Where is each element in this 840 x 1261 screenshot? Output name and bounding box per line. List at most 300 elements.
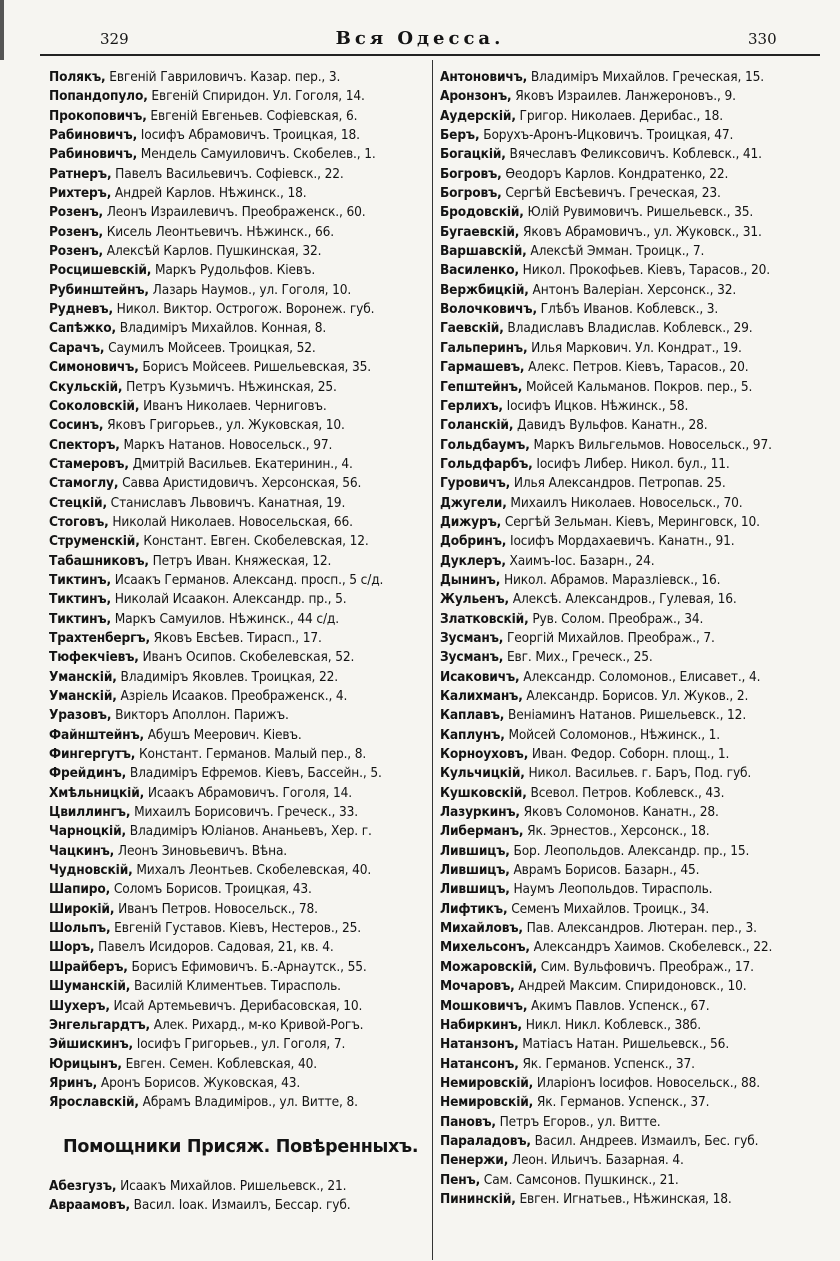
entry-surname: Добринъ, xyxy=(440,533,507,550)
directory-entry xyxy=(440,590,832,609)
entry-details: Яковъ Соломонов. Канатн., 28. xyxy=(519,804,719,821)
entry-details: Бор. Леопольдов. Александр. пр., 15. xyxy=(509,842,750,859)
directory-entry xyxy=(49,610,427,629)
entry-surname: Волочковичъ, xyxy=(440,301,537,318)
entry-surname: Симоновичъ, xyxy=(49,359,139,376)
entry-details: Алек. Рихард., м-ко Кривой-Рогъ. xyxy=(150,1016,364,1033)
entry-details: Никол. Виктор. Острогож. Воронеж. губ. xyxy=(112,301,375,318)
directory-entry xyxy=(49,397,427,416)
directory-entry xyxy=(440,784,832,803)
entry-surname: Мошковичъ, xyxy=(440,997,528,1014)
directory-entry xyxy=(440,822,832,841)
directory-entry xyxy=(440,629,832,648)
directory-entry xyxy=(440,919,832,938)
entry-details: Евгеній Гавриловичъ. Казар. пер., 3. xyxy=(105,69,341,85)
entry-details: Азріель Исааков. Преображенск., 4. xyxy=(116,688,348,704)
entry-surname: Сапѣжко, xyxy=(49,320,117,337)
entry-surname: Гармашевъ, xyxy=(440,359,525,376)
entry-details: Абушъ Меерович. Кіевъ. xyxy=(143,726,302,743)
entry-surname: Гальперинъ, xyxy=(440,339,528,356)
entry-surname: Рубинштейнъ, xyxy=(49,281,149,298)
directory-entry xyxy=(440,1190,832,1209)
entry-details: Як. Германов. Успенск., 37. xyxy=(518,1055,695,1072)
entry-details: Мойсей Кальманов. Покров. пер., 5. xyxy=(522,378,753,395)
entry-details: Іосифъ Абрамовичъ. Троицкая, 18. xyxy=(137,127,360,144)
directory-entry xyxy=(440,513,832,532)
directory-entry xyxy=(49,319,427,338)
entry-details: Дмитрій Васильев. Екатеринин., 4. xyxy=(128,455,353,472)
entry-surname: Лившицъ, xyxy=(440,842,510,859)
entry-surname: Кульчицкій, xyxy=(440,765,525,782)
directory-entry xyxy=(440,706,832,725)
directory-entry xyxy=(440,145,832,164)
entry-surname: Калихманъ, xyxy=(440,688,523,704)
entry-surname: Хмѣльницкій, xyxy=(49,784,145,801)
entry-surname: Уразовъ, xyxy=(49,707,112,724)
entry-surname: Фингергутъ, xyxy=(49,746,136,763)
entry-details: Акимъ Павлов. Успенск., 67. xyxy=(527,997,710,1014)
entry-details: Давидъ Вульфов. Канатн., 28. xyxy=(513,417,708,434)
entry-surname: Златковскій, xyxy=(440,610,529,627)
directory-entry xyxy=(49,126,427,145)
entry-details: Евгеній Густавов. Кіевъ, Нестеров., 25. xyxy=(110,920,362,937)
directory-entry xyxy=(49,822,427,841)
entry-surname: Попандопуло, xyxy=(49,88,148,105)
entry-details: Сам. Самсонов. Пушкинск., 21. xyxy=(480,1171,679,1188)
entry-details: Васил. Іоак. Измаилъ, Бессар. губ. xyxy=(129,1196,351,1213)
column-divider xyxy=(432,60,433,1260)
directory-entry xyxy=(49,726,427,745)
entry-surname: Каплавъ, xyxy=(440,707,505,724)
directory-entry xyxy=(49,745,427,764)
entry-surname: Натанзонъ, xyxy=(440,1036,519,1053)
entry-surname: Немировскій, xyxy=(440,1094,534,1111)
directory-entry xyxy=(49,281,427,300)
entry-surname: Лифтикъ, xyxy=(440,900,508,917)
entry-details: Илья Александров. Петропав. 25. xyxy=(510,475,726,492)
entry-details: Семенъ Михайлов. Троицк., 34. xyxy=(507,900,710,917)
directory-entry xyxy=(49,87,427,106)
directory-entry xyxy=(49,938,427,957)
directory-entry xyxy=(440,87,832,106)
entry-surname: Пановъ, xyxy=(440,1113,496,1130)
entry-details: Исаакъ Михайлов. Ришельевск., 21. xyxy=(116,1177,347,1194)
entry-details: Александр. Борисов. Ул. Жуков., 2. xyxy=(522,688,749,704)
entry-surname: Сарачъ, xyxy=(49,339,105,356)
entry-surname: Гепштейнъ, xyxy=(440,378,523,395)
entry-surname: Михайловъ, xyxy=(440,920,523,937)
entry-details: Владиміръ Михайлов. Конная, 8. xyxy=(116,320,327,337)
entry-surname: Рихтеръ, xyxy=(49,185,112,202)
entry-details: Леон. Ильичъ. Базарная. 4. xyxy=(508,1152,684,1169)
entry-details: Александръ Хаимов. Скобелевск., 22. xyxy=(529,939,773,956)
directory-entry xyxy=(440,203,832,222)
entry-details: Владиміръ Яковлев. Троицкая, 22. xyxy=(116,668,339,685)
entry-details: Владиміръ Юліанов. Ананьевъ, Хер. г. xyxy=(126,823,372,840)
entry-surname: Бугаевскій, xyxy=(440,223,520,240)
entry-surname: Шольпъ, xyxy=(49,920,111,937)
directory-entry xyxy=(49,1035,427,1054)
entry-details: Петръ Иван. Княжеская, 12. xyxy=(148,552,332,569)
directory-entry xyxy=(440,494,832,513)
entry-surname: Кушковскій, xyxy=(440,784,527,801)
directory-entry xyxy=(440,1055,832,1074)
directory-entry xyxy=(49,1196,427,1215)
entry-details: Яковъ Израилев. Ланжероновъ., 9. xyxy=(511,88,736,105)
entry-surname: Фрейдинъ, xyxy=(49,765,127,782)
entry-surname: Гуровичъ, xyxy=(440,475,511,492)
directory-entry xyxy=(440,938,832,957)
entry-surname: Чудновскій, xyxy=(49,862,133,879)
entry-details: Петръ Егоров., ул. Витте. xyxy=(495,1113,661,1130)
entry-details: Яковъ Евсѣев. Тирасп., 17. xyxy=(149,629,322,646)
directory-entry xyxy=(440,1132,832,1151)
entry-surname: Богровъ, xyxy=(440,165,502,182)
entry-details: Мойсей Соломонов., Нѣжинск., 1. xyxy=(504,726,721,743)
directory-entry xyxy=(440,378,832,397)
directory-entry xyxy=(440,281,832,300)
entry-details: Исаакъ Германов. Александ. просп., 5 с/д. xyxy=(110,571,384,588)
entry-details: Абрамъ Владиміров., ул. Витте, 8. xyxy=(138,1094,358,1111)
page-number-right: 330 xyxy=(748,30,777,48)
entry-details: Маркъ Самуилов. Нѣжинск., 44 с/д. xyxy=(110,610,339,627)
entry-surname: Абезгузъ, xyxy=(49,1177,117,1194)
entry-details: Георгій Михайлов. Преображ., 7. xyxy=(503,629,715,646)
directory-entry xyxy=(49,648,427,667)
entry-surname: Рабиновичъ, xyxy=(49,146,138,163)
directory-entry xyxy=(440,977,832,996)
entry-surname: Герлихъ, xyxy=(440,397,503,414)
entry-surname: Спекторъ, xyxy=(49,436,120,453)
entry-surname: Юрицынъ, xyxy=(49,1055,122,1072)
directory-entry xyxy=(49,494,427,513)
directory-entry xyxy=(440,436,832,455)
entry-surname: Гольдбаумъ, xyxy=(440,436,530,453)
directory-entry xyxy=(49,184,427,203)
directory-entry xyxy=(440,571,832,590)
directory-entry xyxy=(440,1171,832,1190)
entry-surname: Джугели, xyxy=(440,494,507,511)
directory-entry xyxy=(440,1113,832,1132)
directory-entry xyxy=(440,861,832,880)
entry-details: Алексѣ. Александров., Гулевая, 16. xyxy=(509,591,737,608)
directory-entry xyxy=(49,455,427,474)
entry-details: Маркъ Вильгельмов. Новосельск., 97. xyxy=(529,436,772,453)
entry-surname: Вержбицкій, xyxy=(440,281,529,298)
entry-surname: Авраамовъ, xyxy=(49,1196,130,1213)
entry-details: Алексѣй Карлов. Пушкинская, 32. xyxy=(103,243,322,260)
entry-surname: Набиркинъ, xyxy=(440,1016,523,1033)
directory-entry xyxy=(49,1177,427,1196)
entry-details: Григор. Николаев. Дерибас., 18. xyxy=(515,107,723,124)
entry-details: Евген. Игнатьев., Нѣжинская, 18. xyxy=(515,1190,732,1207)
entry-surname: Рабиновичъ, xyxy=(49,127,138,144)
entry-details: Евгеній Евгеньев. Софіевская, 6. xyxy=(146,107,358,124)
directory-entry xyxy=(440,358,832,377)
directory-entry xyxy=(440,1093,832,1112)
entry-details: Михалъ Леонтьев. Скобелевская, 40. xyxy=(132,862,372,879)
directory-entry xyxy=(440,610,832,629)
entry-surname: Антоновичъ, xyxy=(440,69,528,85)
directory-entry xyxy=(49,842,427,861)
directory-entry xyxy=(440,397,832,416)
entry-details: Сергѣй Зельман. Кіевъ, Меринговск, 10. xyxy=(501,513,760,530)
entry-details: Никол. Абрамов. Маразліевск., 16. xyxy=(500,571,721,588)
directory-entry xyxy=(440,184,832,203)
entry-details: Никл. Никл. Коблевск., 38б. xyxy=(522,1016,701,1033)
entry-surname: Исаковичъ, xyxy=(440,668,520,685)
directory-entry xyxy=(49,803,427,822)
entry-details: Михаилъ Николаев. Новосельск., 70. xyxy=(506,494,743,511)
entry-surname: Сосинъ, xyxy=(49,417,104,434)
entry-surname: Чарноцкій, xyxy=(49,823,127,840)
directory-entry xyxy=(49,358,427,377)
directory-entry xyxy=(440,958,832,977)
directory-entry xyxy=(49,261,427,280)
entry-details: Павелъ Исидоров. Садовая, 21, кв. 4. xyxy=(94,939,334,956)
directory-entry xyxy=(440,223,832,242)
entry-surname: Параладовъ, xyxy=(440,1132,531,1149)
entry-details: Яковъ Абрамовичъ., ул. Жуковск., 31. xyxy=(519,223,762,240)
directory-entry xyxy=(440,1016,832,1035)
directory-entry xyxy=(440,261,832,280)
entry-surname: Файнштейнъ, xyxy=(49,726,144,743)
entry-details: Владиміръ Ефремов. Кіевъ, Бассейн., 5. xyxy=(126,765,382,782)
entry-details: Павелъ Васильевичъ. Софіевск., 22. xyxy=(111,165,344,182)
entry-surname: Пенъ, xyxy=(440,1171,481,1188)
directory-entry xyxy=(440,842,832,861)
directory-entry xyxy=(440,532,832,551)
directory-entry xyxy=(49,900,427,919)
entry-details: Ѳеодоръ Карлов. Кондратенко, 22. xyxy=(501,165,729,182)
entry-surname: Богацкій, xyxy=(440,146,506,163)
entry-surname: Стоговъ, xyxy=(49,513,109,530)
directory-entry xyxy=(49,532,427,551)
entry-surname: Голанскій, xyxy=(440,417,514,434)
entry-surname: Богровъ, xyxy=(440,185,502,202)
entry-details: Мендель Самуиловичъ. Скобелев., 1. xyxy=(137,146,376,163)
entry-details: Констант. Германов. Малый пер., 8. xyxy=(135,746,367,763)
directory-entry xyxy=(440,319,832,338)
directory-entry xyxy=(49,590,427,609)
entry-details: Соломъ Борисов. Троицкая, 43. xyxy=(110,881,312,898)
directory-entry xyxy=(49,629,427,648)
entry-surname: Либерманъ, xyxy=(440,823,524,840)
entry-details: Констант. Евген. Скобелевская, 12. xyxy=(139,533,369,550)
entry-surname: Аудерскій, xyxy=(440,107,516,124)
directory-entry xyxy=(49,165,427,184)
directory-entry xyxy=(49,571,427,590)
entry-details: Лазарь Наумов., ул. Гоголя, 10. xyxy=(148,281,352,298)
entry-surname: Пининскій, xyxy=(440,1190,516,1207)
left-column xyxy=(49,68,427,1215)
entry-surname: Василенко, xyxy=(440,262,519,279)
entry-details: Исай Артемьевичъ. Дерибасовская, 10. xyxy=(109,997,363,1014)
directory-entry xyxy=(49,378,427,397)
directory-entry xyxy=(440,997,832,1016)
entry-details: Аронъ Борисов. Жуковская, 43. xyxy=(97,1074,301,1091)
entry-surname: Тиктинъ, xyxy=(49,591,111,608)
directory-entry xyxy=(49,997,427,1016)
directory-entry xyxy=(49,861,427,880)
entry-details: Андрей Карлов. Нѣжинск., 18. xyxy=(111,185,307,202)
entry-surname: Варшавскій, xyxy=(440,243,527,260)
entry-details: Савва Аристидовичъ. Херсонская, 56. xyxy=(118,475,362,492)
directory-entry xyxy=(440,416,832,435)
entry-surname: Зусманъ, xyxy=(440,649,504,666)
entry-surname: Тиктинъ, xyxy=(49,571,111,588)
entry-surname: Гаевскій, xyxy=(440,320,504,337)
entry-surname: Стецкій, xyxy=(49,494,107,511)
directory-entry xyxy=(440,726,832,745)
directory-entry xyxy=(49,107,427,126)
entry-details: Саумилъ Мойсеев. Троицкая, 52. xyxy=(104,339,316,356)
entry-surname: Уманскій, xyxy=(49,688,117,704)
directory-entry xyxy=(440,687,832,706)
entry-details: Иларіонъ Іосифов. Новосельск., 88. xyxy=(533,1074,760,1091)
entry-surname: Пенержи, xyxy=(440,1152,509,1169)
entry-details: Маркъ Рудольфов. Кіевъ. xyxy=(151,262,316,279)
entry-details: Леонъ Зиновьевичъ. Вѣна. xyxy=(114,842,288,859)
entry-details: Іосифъ Мордахаевичъ. Канатн., 91. xyxy=(506,533,735,550)
entry-surname: Соколовскій, xyxy=(49,397,140,414)
directory-entry xyxy=(49,919,427,938)
entry-details: Сергѣй Евсѣевичъ. Греческая, 23. xyxy=(501,185,721,202)
entry-surname: Каплунъ, xyxy=(440,726,505,743)
entry-details: Веніаминъ Натанов. Ришельевск., 12. xyxy=(504,707,747,724)
entry-details: Іосифъ Либер. Никол. бул., 11. xyxy=(532,455,730,472)
entry-surname: Гольдфарбъ, xyxy=(440,455,533,472)
directory-entry xyxy=(49,513,427,532)
entry-surname: Трахтенбергъ, xyxy=(49,629,150,646)
right-column xyxy=(440,68,832,1209)
directory-entry xyxy=(49,706,427,725)
entry-details: Иванъ Осипов. Скобелевская, 52. xyxy=(138,649,355,666)
directory-entry xyxy=(49,203,427,222)
entry-details: Рув. Солом. Преображ., 34. xyxy=(528,610,704,627)
entry-details: Маркъ Натанов. Новосельск., 97. xyxy=(119,436,333,453)
entry-surname: Прокоповичъ, xyxy=(49,107,147,124)
entry-details: Матіасъ Натан. Ришельевск., 56. xyxy=(518,1036,730,1053)
entry-details: Владиміръ Михайлов. Греческая, 15. xyxy=(527,69,764,85)
entry-details: Евг. Мих., Греческ., 25. xyxy=(503,649,653,666)
entry-surname: Эйшискинъ, xyxy=(49,1036,134,1053)
entry-details: Глѣбъ Иванов. Коблевск., 3. xyxy=(536,301,719,318)
directory-entry xyxy=(49,880,427,899)
left-entry-list xyxy=(49,68,427,1113)
entry-surname: Ратнеръ, xyxy=(49,165,112,182)
entry-surname: Лившицъ, xyxy=(440,862,510,879)
entry-surname: Аронзонъ, xyxy=(440,88,512,105)
entry-details: Васил. Андреев. Измаилъ, Бес. губ. xyxy=(530,1132,759,1149)
entry-surname: Лазуркинъ, xyxy=(440,804,520,821)
entry-details: Юлій Рувимовичъ. Ришельевск., 35. xyxy=(523,204,754,221)
entry-details: Станиславъ Львовичъ. Канатная, 19. xyxy=(106,494,346,511)
entry-details: Иван. Федор. Соборн. площ., 1. xyxy=(528,746,730,763)
directory-entry xyxy=(49,958,427,977)
entry-details: Михаилъ Борисовичъ. Греческ., 33. xyxy=(130,804,358,821)
entry-details: Евгеній Спиридон. Ул. Гоголя, 14. xyxy=(147,88,365,105)
directory-entry xyxy=(49,474,427,493)
section-heading: Помощники Присяж. Повѣренныхъ. xyxy=(63,1136,419,1157)
entry-surname: Шапиро, xyxy=(49,881,111,898)
entry-surname: Беръ, xyxy=(440,127,480,144)
entry-details: Пав. Александров. Лютеран. пер., 3. xyxy=(522,920,757,937)
entry-surname: Дуклеръ, xyxy=(440,552,506,569)
entry-details: Иванъ Петров. Новосельск., 78. xyxy=(114,900,318,917)
entry-details: Исаакъ Абрамовичъ. Гоголя, 14. xyxy=(144,784,353,801)
entry-surname: Дынинъ, xyxy=(440,571,501,588)
entry-details: Илья Маркович. Ул. Кондрат., 19. xyxy=(527,339,742,356)
entry-surname: Ярославскій, xyxy=(49,1094,139,1111)
entry-surname: Бродовскій, xyxy=(440,204,524,221)
directory-entry xyxy=(440,1074,832,1093)
section-entry-list xyxy=(49,1177,427,1216)
directory-entry xyxy=(440,880,832,899)
entry-surname: Рудневъ, xyxy=(49,301,113,318)
directory-entry xyxy=(440,1151,832,1170)
directory-entry xyxy=(49,145,427,164)
entry-details: Хаимъ-Іос. Базарн., 24. xyxy=(505,552,655,569)
entry-surname: Тюфекчіевъ, xyxy=(49,649,139,666)
directory-entry xyxy=(49,1016,427,1035)
directory-entry xyxy=(440,900,832,919)
entry-surname: Струменскій, xyxy=(49,533,140,550)
entry-surname: Стамоглу, xyxy=(49,475,119,492)
directory-entry xyxy=(49,68,427,87)
entry-details: Александр. Соломонов., Елисавет., 4. xyxy=(519,668,761,685)
entry-details: Леонъ Израилевичъ. Преображенск., 60. xyxy=(103,204,366,221)
entry-details: Алекс. Петров. Кіевъ, Тарасов., 20. xyxy=(524,359,749,376)
entry-details: Аврамъ Борисов. Базарн., 45. xyxy=(509,862,700,879)
entry-details: Владиславъ Владислав. Коблевск., 29. xyxy=(503,320,753,337)
directory-entry xyxy=(49,1093,427,1112)
entry-details: Никол. Прокофьев. Кіевъ, Тарасов., 20. xyxy=(518,262,771,279)
entry-surname: Стамеровъ, xyxy=(49,455,129,472)
directory-entry xyxy=(49,687,427,706)
entry-surname: Лившицъ, xyxy=(440,881,510,898)
entry-details: Петръ Кузьмичъ. Нѣжинская, 25. xyxy=(122,378,337,395)
directory-entry xyxy=(49,223,427,242)
page-number-left: 329 xyxy=(100,30,129,48)
directory-entry xyxy=(49,416,427,435)
directory-entry xyxy=(49,1074,427,1093)
directory-entry xyxy=(440,300,832,319)
directory-entry xyxy=(440,242,832,261)
page-header xyxy=(0,0,840,62)
running-title: Вся Одесса. xyxy=(335,28,505,49)
entry-details: Іосифъ Григорьев., ул. Гоголя, 7. xyxy=(133,1036,346,1053)
entry-surname: Немировскій, xyxy=(440,1074,534,1091)
entry-surname: Мочаровъ, xyxy=(440,978,515,995)
entry-surname: Зусманъ, xyxy=(440,629,504,646)
directory-entry xyxy=(49,1055,427,1074)
entry-details: Николай Николаев. Новосельская, 66. xyxy=(108,513,353,530)
entry-surname: Шухеръ, xyxy=(49,997,110,1014)
entry-surname: Энгельгардтъ, xyxy=(49,1016,151,1033)
directory-entry xyxy=(49,436,427,455)
entry-surname: Широкій, xyxy=(49,900,115,917)
directory-entry xyxy=(440,745,832,764)
entry-surname: Розенъ, xyxy=(49,243,104,260)
entry-details: Всевол. Петров. Коблевск., 43. xyxy=(526,784,725,801)
directory-entry xyxy=(440,552,832,571)
entry-details: Борисъ Мойсеев. Ришельевская, 35. xyxy=(138,359,372,376)
entry-surname: Уманскій, xyxy=(49,668,117,685)
entry-details: Иванъ Николаев. Черниговъ. xyxy=(139,397,327,414)
directory-entry xyxy=(49,300,427,319)
directory-entry xyxy=(49,242,427,261)
